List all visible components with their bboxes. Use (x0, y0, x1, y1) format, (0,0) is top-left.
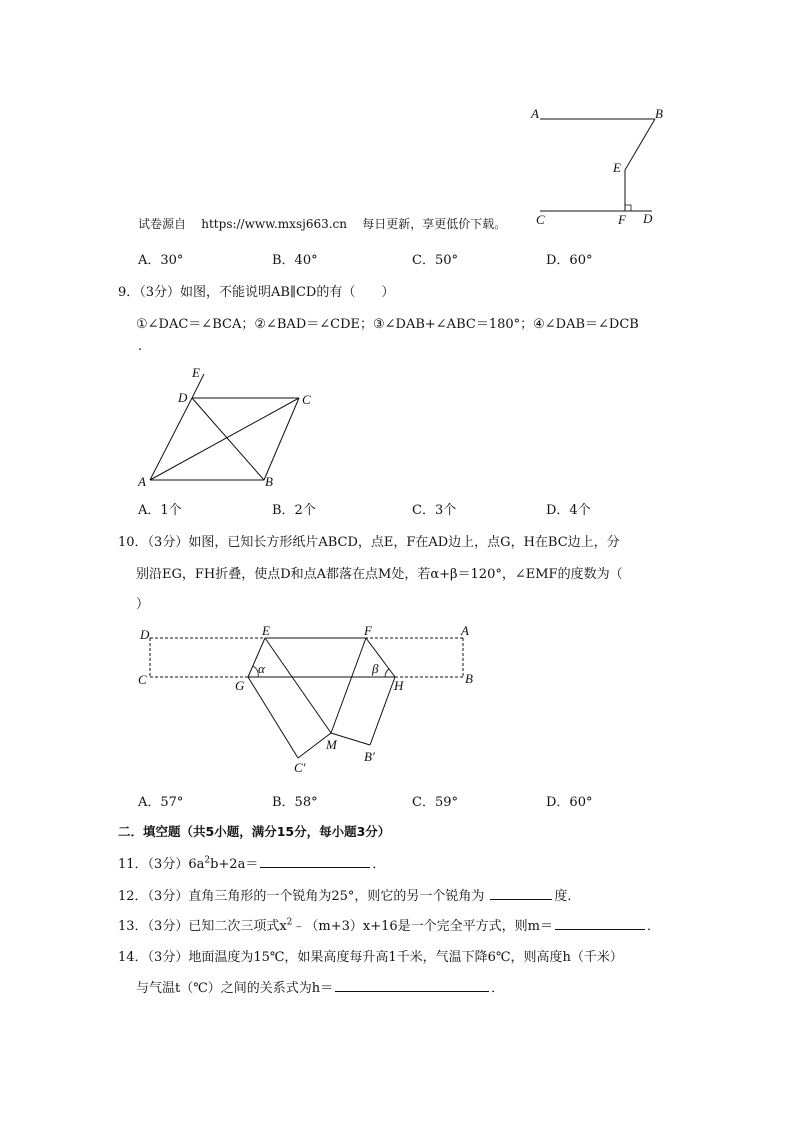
label-C: C (536, 212, 545, 227)
q8-option-b[interactable]: B．40° (272, 253, 318, 268)
q10-line2: 别沿EG，FH折叠，使点D和点A都落在点M处，若α+β＝120°，∠EMF的度数为（ (136, 567, 623, 582)
label-D: D (643, 211, 653, 226)
q9-option-b[interactable]: B．2个 (272, 503, 316, 518)
q9-option-c[interactable]: C．3个 (412, 503, 457, 518)
q9-conditions: ①∠DAC＝∠BCA；②∠BAD＝∠CDE；③∠DAB+∠ABC＝180°；④∠DAB＝∠DCB (136, 317, 639, 332)
label-D: D (178, 390, 188, 405)
label-H: H (394, 678, 404, 693)
q9-option-d[interactable]: D．4个 (546, 503, 591, 518)
label-B-prime: B′ (364, 749, 375, 764)
label-G: G (235, 678, 245, 693)
label-C-prime: C′ (294, 760, 306, 775)
figure-q9 (130, 360, 330, 495)
q11-end: ． (372, 857, 386, 872)
label-A: A (138, 474, 146, 489)
label-E: E (262, 623, 270, 638)
figure-q10 (130, 620, 490, 780)
q10-option-d[interactable]: D．60° (546, 795, 593, 810)
label-B: B (465, 671, 473, 686)
label-C: C (302, 392, 311, 407)
q13-end: ． (646, 919, 660, 934)
q14-end: ． (491, 981, 505, 996)
q12-answer-blank[interactable] (490, 886, 552, 900)
label-E: E (613, 160, 621, 175)
label-beta: β (372, 661, 379, 676)
q14-line1: 14．（3分）地面温度为15℃，如果高度每升高1千米，气温下降6℃，则高度h（千米） (118, 950, 623, 965)
q9-stem: 9．（3分）如图，不能说明AB∥CD的有（ ） (118, 285, 395, 300)
q14-answer-blank[interactable] (335, 978, 489, 992)
figure-q8 (520, 100, 680, 230)
watermark-text: 试卷源自 https://www.mxsj663.cn 每日更新，享更低价下载。 (138, 217, 507, 231)
label-M: M (326, 737, 337, 752)
label-E: E (192, 365, 200, 380)
q13-answer-blank[interactable] (555, 916, 645, 930)
q11-post: b+2a＝ (210, 857, 259, 872)
q14-pre: 与气温t（℃）之间的关系式为h＝ (136, 981, 334, 996)
q11-sup: 2 (204, 855, 211, 866)
label-B: B (655, 106, 663, 121)
q10-option-c[interactable]: C．59° (412, 795, 458, 810)
q8-option-c[interactable]: C．50° (412, 253, 458, 268)
q8-option-a[interactable]: A．30° (138, 253, 184, 268)
q8-option-d[interactable]: D．60° (546, 253, 593, 268)
q11-pre: 11．（3分）6a (118, 857, 205, 872)
label-A: A (531, 106, 539, 121)
label-F: F (364, 623, 372, 638)
q11 (118, 853, 385, 872)
q13 (118, 915, 660, 934)
q10-line3: ） (136, 597, 150, 612)
q9-dot: . (138, 339, 143, 354)
label-C: C (138, 672, 147, 687)
q9-option-a[interactable]: A．1个 (138, 503, 182, 518)
q12-end: 度． (554, 889, 581, 904)
q14-line2 (136, 977, 504, 996)
label-alpha: α (258, 661, 265, 676)
q12-pre: 12．（3分）直角三角形的一个锐角为25°，则它的另一个锐角为 (118, 889, 485, 904)
q11-answer-blank[interactable] (260, 854, 370, 868)
q12 (118, 885, 580, 904)
q13-pre: 13．（3分）已知二次三项式x (118, 919, 287, 934)
q10-line1: 10．（3分）如图，已知长方形纸片ABCD，点E，F在AD边上，点G，H在BC边上，分 (118, 535, 620, 550)
label-A: A (461, 623, 469, 638)
q10-option-b[interactable]: B．58° (272, 795, 318, 810)
q10-option-a[interactable]: A．57° (138, 795, 184, 810)
q13-sup: 2 (286, 917, 293, 928)
label-B: B (265, 474, 273, 489)
label-D: D (140, 627, 150, 642)
q13-mid: ﹣（m+3）x+16是一个完全平方式，则m＝ (292, 919, 553, 934)
label-F: F (618, 212, 626, 227)
section-title: 二．填空题（共5小题，满分15分，每小题3分） (118, 824, 391, 839)
